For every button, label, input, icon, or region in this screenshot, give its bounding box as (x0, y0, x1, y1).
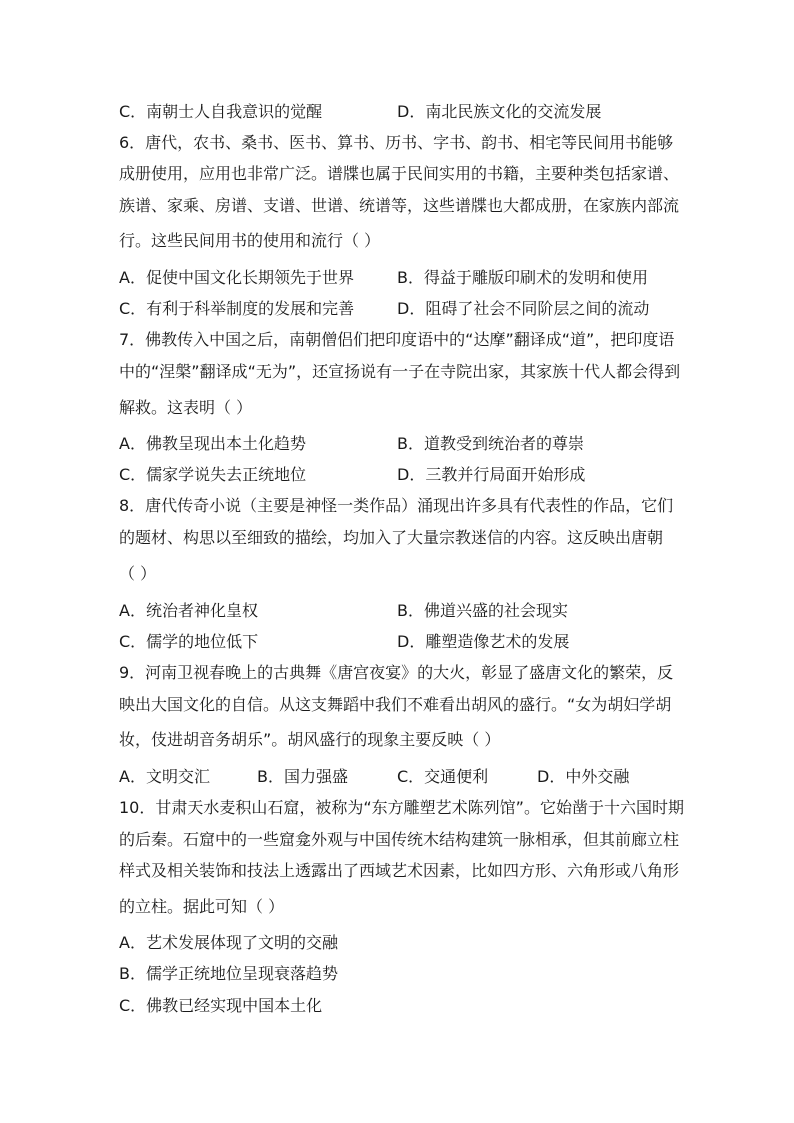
q7-option-b: B．道教受到统治者的尊崇 (397, 434, 584, 453)
q9-option-d: D．中外交融 (537, 767, 630, 786)
q9-option-a: A．文明交汇 (119, 767, 210, 786)
q6-stem-line3: 族谱、家乘、房谱、支谱、世谱、统谱等，这些谱牒也大都成册，在家族内部流 (119, 196, 680, 215)
q9-option-c: C．交通便利 (397, 767, 489, 786)
q6-option-b: B．得益于雕版印刷术的发明和使用 (397, 268, 648, 287)
q7-option-d: D．三教并行局面开始形成 (397, 465, 586, 484)
q8-option-c: C．儒学的地位低下 (119, 632, 259, 651)
q9-stem-line3: 妆，伎进胡音务胡乐”。胡风盛行的现象主要反映（ ） (119, 730, 501, 749)
q10-stem-line1: 10．甘肃天水麦积山石窟，被称为“东方雕塑艺术陈列馆”。它始凿于十六国时期 (119, 798, 684, 817)
q6-option-d: D．阻碍了社会不同阶层之间的流动 (397, 299, 650, 318)
q9-stem-line2: 映出大国文化的自信。从这支舞蹈中我们不难看出胡风的盛行。“女为胡妇学胡 (119, 695, 672, 714)
q8-options-cd (119, 631, 719, 653)
q10-option-b: B．儒学正统地位呈现衰落趋势 (119, 964, 338, 983)
q10-stem-line4: 的立柱。据此可知（ ） (119, 897, 285, 916)
q6-option-c: C．有利于科举制度的发展和完善 (119, 299, 355, 318)
q6-stem-line2: 成册使用，应用也非常广泛。谱牒也属于民间实用的书籍，主要种类包括家谱、 (119, 164, 680, 183)
q6-option-a: A．促使中国文化长期领先于世界 (119, 268, 354, 287)
q9-options (119, 766, 719, 788)
q5-option-d: D．南北民族文化的交流发展 (397, 102, 602, 121)
q7-options-ab (119, 433, 719, 455)
q7-options-cd (119, 464, 719, 486)
q9-option-b: B．国力强盛 (257, 767, 348, 786)
q5-options-cd (119, 101, 719, 123)
q9-stem-line1: 9．河南卫视春晚上的古典舞《唐宫夜宴》的大火，彰显了盛唐文化的繁荣，反 (119, 663, 674, 682)
q8-stem-line2: 的题材、构思以至细致的描绘，均加入了大量宗教迷信的内容。这反映出唐朝 (119, 528, 664, 547)
q8-stem-line1: 8．唐代传奇小说（主要是神怪一类作品）涌现出许多具有代表性的作品，它们 (119, 496, 674, 515)
q5-option-c: C．南朝士人自我意识的觉醒 (119, 102, 323, 121)
q10-option-a: A．艺术发展体现了文明的交融 (119, 933, 338, 952)
q7-option-a: A．佛教呈现出本土化趋势 (119, 434, 306, 453)
q7-option-c: C．儒家学说失去正统地位 (119, 465, 307, 484)
q8-option-a: A．统治者神化皇权 (119, 601, 258, 620)
q7-stem-line3: 解救。这表明（ ） (119, 398, 253, 417)
q6-stem-line4: 行。这些民间用书的使用和流行（ ） (119, 231, 381, 250)
q8-option-d: D．雕塑造像艺术的发展 (397, 632, 570, 651)
q8-stem-line3: （ ） (119, 564, 157, 583)
q8-option-b: B．佛道兴盛的社会现实 (397, 601, 568, 620)
q6-options-ab (119, 267, 719, 289)
q10-option-c: C．佛教已经实现中国本土化 (119, 996, 323, 1015)
q7-stem-line2: 中的“涅槃”翻译成“无为”，还宣扬说有一子在寺院出家，其家族十代人都会得到 (119, 362, 681, 381)
q8-options-ab (119, 600, 719, 622)
q6-stem-line1: 6．唐代，农书、桑书、医书、算书、历书、字书、韵书、相宅等民间用书能够 (119, 133, 674, 152)
q10-stem-line3: 样式及相关装饰和技法上透露出了西域艺术因素，比如四方形、六角形或八角形 (119, 861, 680, 880)
q6-options-cd (119, 298, 719, 320)
q7-stem-line1: 7．佛教传入中国之后，南朝僧侣们把印度语中的“达摩”翻译成“道”，把印度语 (119, 330, 675, 349)
q10-stem-line2: 的后秦。石窟中的一些窟龛外观与中国传统木结构建筑一脉相承，但其前廊立柱 (119, 830, 680, 849)
